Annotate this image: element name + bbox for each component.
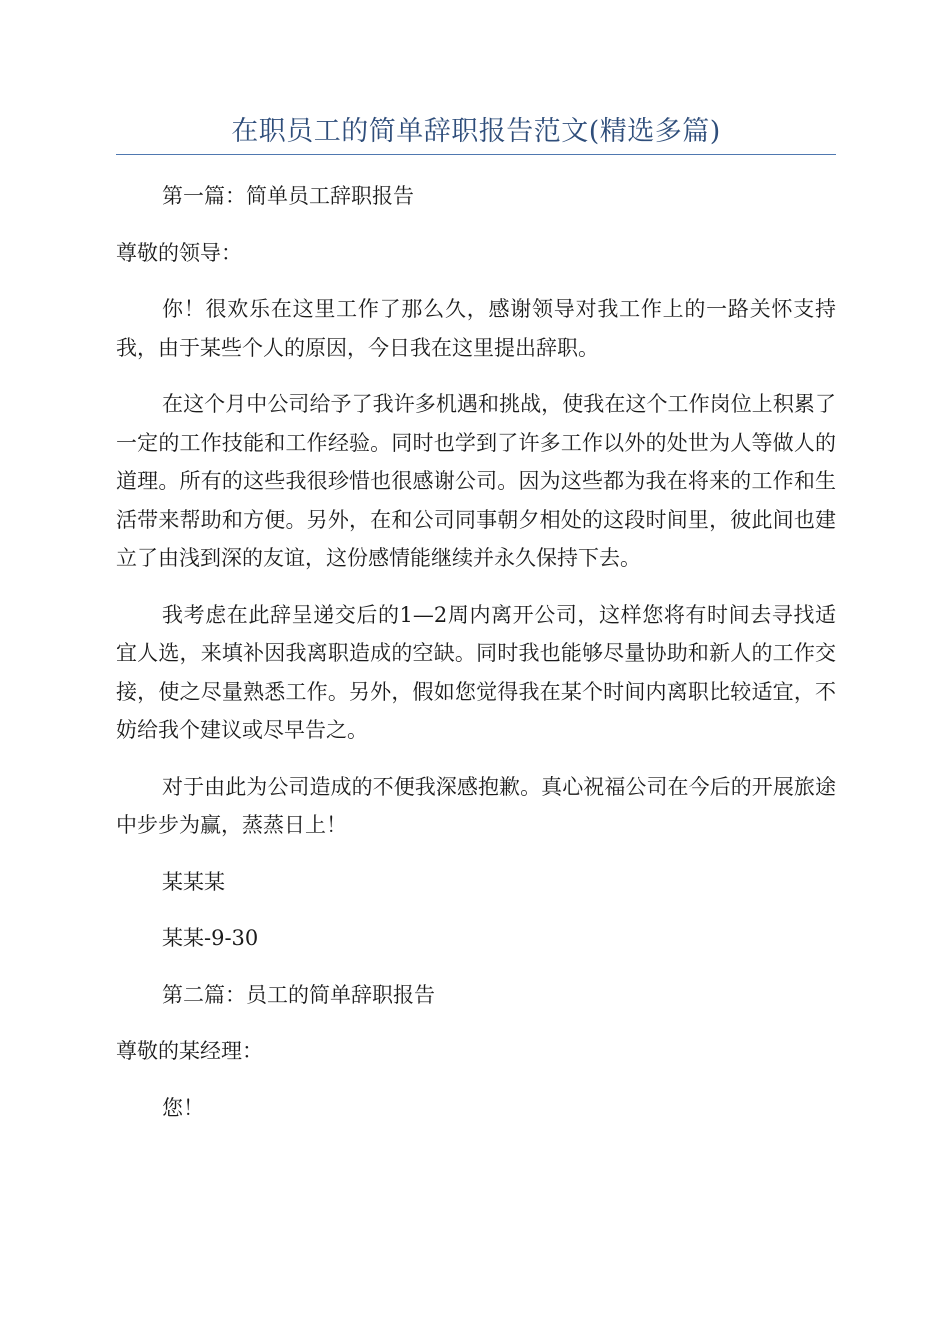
body-paragraph: 我考虑在此辞呈递交后的1—2周内离开公司，这样您将有时间去寻找适宜人选，来填补因我离职造成的空缺。同时我也能够尽量协助和新人的工作交接，使之尽量熟悉工作。另外，假如您觉得我在某个时间内离职比较适宜，不妨给我个建议或尽早告之。 — [116, 602, 836, 742]
body-paragraph: 你！很欢乐在这里工作了那么久，感谢领导对我工作上的一路关怀支持我，由于某些个人的原因，今日我在这里提出辞职。 — [116, 297, 836, 360]
document-page — [116, 110, 836, 1145]
salutation-2: 尊敬的某经理： — [116, 1039, 263, 1063]
signature-name: 某某某 — [162, 869, 225, 894]
document-title: 在职员工的简单辞职报告范文(精选多篇) — [231, 116, 721, 147]
title-underline — [116, 154, 836, 155]
body-paragraph: 在这个月中公司给予了我许多机遇和挑战，使我在这个工作岗位上积累了一定的工作技能和工作经验。同时也学到了许多工作以外的处世为人等做人的道理。所有的这些我很珍惜也很感谢公司。因为这些都为我在将来的工作和生活带来帮助和方便。另外，在和公司同事朝夕相处的这段时间里，彼此间也建立了由浅到深的友谊，这份感情能继续并永久保持下去。 — [116, 392, 836, 570]
body-paragraph: 对于由此为公司造成的不便我深感抱歉。真心祝福公司在今后的开展旅途中步步为赢，蒸蒸日上！ — [116, 774, 836, 837]
greeting: 您！ — [162, 1095, 204, 1120]
salutation-1: 尊敬的领导： — [116, 240, 242, 265]
signature-date: 某某-9-30 — [162, 926, 259, 950]
section-heading-2: 第二篇：员工的简单辞职报告 — [162, 982, 435, 1007]
section-heading-1: 第一篇：简单员工辞职报告 — [162, 184, 414, 208]
